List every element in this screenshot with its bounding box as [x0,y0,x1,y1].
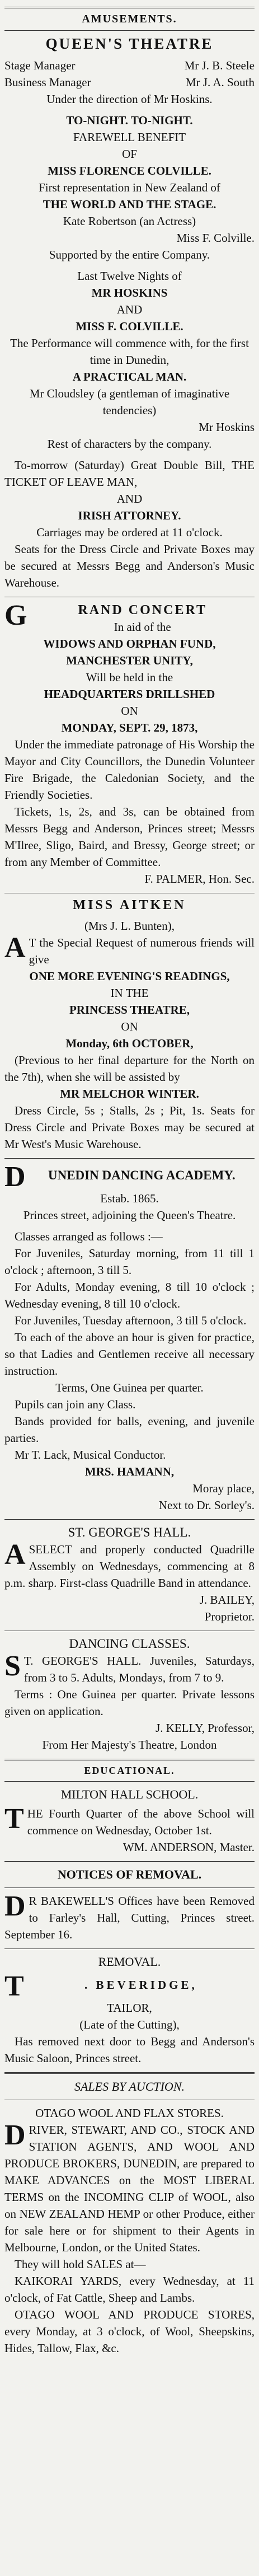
address: Moray place, [192,1482,255,1495]
drop-heading [4,1970,255,2002]
paragraph: SELECT and properly conducted Quadrille Assembly on Wednesdays, commencing at 8 p.m. sharp. First-class Quadrille Band in attendance. [4,1543,255,1590]
text-line: Terms, One Guinea per quarter. [55,1381,204,1394]
paragraph: For Juveniles, Saturday morning, from 11 till 1 o'clock ; afternoon, 3 till 5. [4,1247,255,1277]
paragraph: To each of the above an hour is given for practice, so that Ladies and Gentlemen receive all necessary instruction. [4,1331,255,1378]
performer-name: MISS F. COLVILLE. [76,320,183,333]
paragraph: To-morrow (Saturday) Great Double Bill, THE TICKET OF LEAVE MAN, [4,458,255,489]
drop-cap: T [4,1970,24,2002]
paragraph: Has removed next door to Begg and Anderson's Music Saloon, Princes street. [4,2035,255,2065]
text-line: IN THE [110,986,149,1000]
section-header-auction: SALES BY AUCTION. [74,2079,185,2093]
text-line: Rest of characters by the company. [47,437,212,451]
paragraph: Seats for the Dress Circle and Private Boxes may be secured at Messrs Begg and Anderson's Music Warehouse. [4,542,255,589]
ad-title: REMOVAL. [98,1955,161,1969]
ad-queens-theatre [4,35,255,591]
paragraph: KAIKORAI YARDS, every Wednesday, at 11 o'clock, of Fat Cattle, Sheep and Lambs. [4,2274,255,2305]
paragraph: RIVER, STEWART, AND CO., STOCK AND STATION AGENTS, AND WOOL AND PRODUCE BROKERS, DUNEDIN, are prepared to MAKE ADVANCES on the MOST LIBERAL TERMS on the INCOMING CLIP of WOOL, also on NEW ZEALAND HEMP or other Produce, either for sale here or for shipment to their Agents in Melbourne, London, or the United States. [4,2123,255,2254]
paragraph: Dress Circle, 5s ; Stalls, 2s ; Pit, 1s. Seats for Dress Circle and Private Boxes may be secured at Mr West's Music Warehouse. [4,1104,255,1151]
paragraph: For Juveniles, Tuesday afternoon, 3 till 5 o'clock. [15,1314,247,1327]
newspaper-column [4,0,255,2364]
drop-paragraph [4,1652,255,1686]
paragraph: For Adults, Monday evening, 8 till 10 o'clock ; Wednesday evening, 8 till 10 o'clock. [4,1280,255,1310]
ad-beveridge [4,1954,255,2067]
signature: J. BAILEY, [199,1593,255,1607]
tonight-line: TO-NIGHT. TO-NIGHT. [66,114,193,127]
text-line: First representation in New Zealand of [39,181,220,194]
venue-name: HEADQUARTERS DRILLSHED [44,687,215,701]
ad-dancing-classes [4,1636,255,1753]
ad-grand-concert [4,599,255,887]
text-line: Last Twelve Nights of [77,269,182,283]
drop-paragraph [4,1890,255,1943]
proprietor-name: MRS. HAMANN, [84,1465,175,1478]
divider [4,1158,255,1159]
ad-title: DANCING CLASSES. [69,1637,190,1651]
drop-cap: A [4,932,26,964]
paragraph: Mr T. Lack, Musical Conductor. [15,1448,166,1462]
drop-cap: A [4,1539,26,1571]
drop-paragraph [4,1541,255,1591]
top-rule [4,7,255,8]
credit-line [4,57,255,74]
cast-line: Mr Cloudsley (a gentleman of imaginative tendencies) [29,387,230,417]
signature: F. PALMER, Hon. Sec. [144,872,255,886]
text-line: Carriages may be ordered at 11 o'clock. [36,526,223,539]
play-title: IRISH ATTORNEY. [78,509,181,522]
section-header-amusements: AMUSEMENTS. [82,13,177,25]
text-line: FAREWELL BENEFIT [73,130,186,144]
paragraph: Terms : One Guinea per quarter. Private lessons given on application. [4,1688,255,1718]
text-line: In aid of the [114,620,171,634]
divider [4,1519,255,1520]
text-line: Supported by the entire Company. [49,248,210,261]
paragraph: OTAGO WOOL AND PRODUCE STORES, every Monday, at 3 o'clock, of Wool, Sheepskins, Hides, Tallow, Flax, &c. [4,2308,255,2355]
divider [4,1781,255,1782]
signature: WM. ANDERSON, Master. [123,1840,255,1854]
paragraph: T. GEORGE'S HALL. Juveniles, Saturdays, from 3 to 5. Adults, Mondays, from 7 to 9. [23,1654,255,1684]
drop-paragraph [4,2121,255,2256]
text-line: ON [121,1020,138,1033]
paragraph: Bands provided for balls, evening, and juvenile parties. [4,1415,255,1445]
ad-otago-wool [4,2105,255,2357]
signature-note: From Her Majesty's Theatre, London [42,1738,217,1751]
paragraph: Tickets, 1s, 2s, and 3s, can be obtained from Messrs Begg and Anderson, Princes street; Messrs M'Ilree, Sligo, Baird, and Bressy, George street; or from any Member of Committee. [4,805,255,869]
drop-cap: D [4,2119,26,2151]
drop-cap: S [4,1650,21,1682]
credit-line [4,74,255,91]
paragraph: HE Fourth Quarter of the above School will commence on Wednesday, October 1st. [27,1807,255,1837]
performer-name: MR HOSKINS [91,286,168,299]
drop-cap: G [4,599,27,631]
credit-label: Business Manager [4,76,91,89]
drop-heading [4,1161,255,1193]
concert-heading [4,599,255,635]
event-date: Monday, 6th OCTOBER, [65,1037,194,1050]
divider [4,30,255,31]
signature: J. KELLY, Professor, [156,1721,255,1735]
lodge-name: MANCHESTER UNITY, [66,654,193,667]
text-line: AND [116,303,143,316]
paragraph: R BAKEWELL'S Offices have been Removed to Farley's Hall, Cutting, Princes street. September 16. [4,1894,255,1941]
text-line: (Late of the Cutting), [79,2018,180,2031]
paragraph: (Previous to her final departure for the North on the 7th), when she will be assisted by [4,1053,255,1084]
credit-label: Stage Manager [4,59,76,72]
text-line: AND [116,492,143,505]
ad-title: RAND CONCERT [78,603,207,617]
paragraph: They will hold SALES at— [15,2257,146,2271]
play-title: THE WORLD AND THE STAGE. [43,198,216,211]
paragraph: Under the immediate patronage of His Worship the Mayor and City Councillors, the Dunedin Volunteer Fire Brigade, the Caledonian Society, and the Friendly Societies. [4,738,255,802]
paragraph: Pupils can join any Class. [15,1398,136,1411]
text-line: OF [122,147,137,161]
event-date: MONDAY, SEPT. 29, 1873, [61,721,198,734]
venue-name: PRINCESS THEATRE, [69,1003,190,1017]
paragraph: Classes arranged as follows :— [15,1230,163,1243]
proprietor-name: . BEVERIDGE, [84,1978,197,1992]
ad-title: MILTON HALL SCHOOL. [60,1787,199,1801]
cast-actor: Miss F. Colville. [176,231,255,245]
ad-dancing-academy [4,1163,255,1514]
drop-cap: T [4,1803,24,1835]
trade-line: TAILOR, [107,2001,152,2015]
ad-miss-aitken [4,898,255,1153]
ad-title: ST. GEORGE'S HALL. [68,1525,191,1539]
text-line: The Performance will commence with, for the first time in Dunedin, [10,336,249,367]
cast-line: Kate Robertson (an Actress) [63,214,196,228]
address: Princes street, adjoining the Queen's Theatre. [23,1209,236,1222]
ad-title: QUEEN'S THEATRE [45,35,214,52]
ad-st-georges-hall [4,1524,255,1625]
direction-line: Under the direction of Mr Hoskins. [46,92,213,106]
signature-role: Proprietor. [204,1610,255,1623]
play-title: A PRACTICAL MAN. [72,370,187,383]
text-line: Will be held in the [86,671,173,684]
address: Next to Dr. Sorley's. [158,1498,255,1512]
cast-actor: Mr Hoskins [199,420,255,434]
fund-name: WIDOWS AND ORPHAN FUND, [43,637,216,650]
subtitle: (Mrs J. L. Bunten), [84,919,175,933]
performer-name: MR MELCHOR WINTER. [60,1087,199,1100]
drop-paragraph [4,934,255,968]
paragraph: T the Special Request of numerous friends will give [29,936,255,966]
text-line: Estab. 1865. [100,1192,159,1205]
divider [4,2072,255,2074]
credit-name: Mr J. A. South [185,76,255,89]
text-line: ON [121,704,138,718]
section-header-removal: NOTICES OF REMOVAL. [57,1867,202,1881]
ad-milton-hall [4,1786,255,1856]
divider [4,1861,255,1862]
credit-name: Mr J. B. Steele [184,59,255,72]
divider [4,1759,255,1760]
drop-cap: D [4,1161,26,1193]
ad-bakewell [4,1890,255,1943]
drop-cap: D [4,1890,26,1922]
drop-paragraph [4,1805,255,1839]
ad-title: OTAGO WOOL AND FLAX STORES. [35,2106,224,2120]
divider [4,1887,255,1888]
ad-title: MISS AITKEN [73,898,186,912]
beneficiary-name: MISS FLORENCE COLVILLE. [48,164,211,177]
event-title: ONE MORE EVENING'S READINGS, [29,969,230,983]
ad-title: UNEDIN DANCING ACADEMY. [48,1168,236,1182]
section-header-educational: EDUCATIONAL. [84,1765,175,1776]
